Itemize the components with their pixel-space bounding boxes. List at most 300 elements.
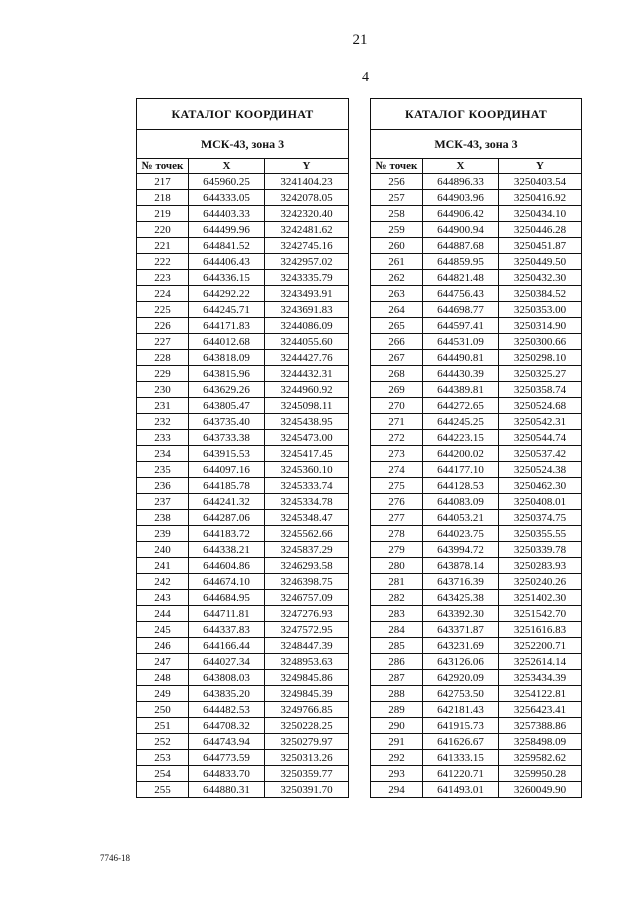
catalog-rows [137, 174, 349, 798]
x-coordinate-cell: 643735.40 [189, 414, 265, 430]
x-coordinate-cell: 644482.53 [189, 702, 265, 718]
point-number-cell: 253 [137, 750, 189, 766]
x-coordinate-cell: 644245.71 [189, 302, 265, 318]
point-number-cell: 250 [137, 702, 189, 718]
table-row [137, 254, 349, 270]
x-coordinate-cell: 644887.68 [423, 238, 499, 254]
point-number-cell: 220 [137, 222, 189, 238]
x-coordinate-cell: 644177.10 [423, 462, 499, 478]
x-coordinate-cell: 644272.65 [423, 398, 499, 414]
y-coordinate-cell: 3250446.28 [499, 222, 582, 238]
point-number-cell: 294 [371, 782, 423, 798]
document-code: 7746-18 [100, 853, 130, 863]
table-row [371, 606, 582, 622]
y-coordinate-cell: 3245360.10 [265, 462, 349, 478]
table-row [137, 190, 349, 206]
x-coordinate-cell: 643915.53 [189, 446, 265, 462]
x-coordinate-cell: 643818.09 [189, 350, 265, 366]
table-row [137, 686, 349, 702]
point-number-cell: 223 [137, 270, 189, 286]
point-number-cell: 248 [137, 670, 189, 686]
y-coordinate-cell: 3245334.78 [265, 494, 349, 510]
point-number-cell: 276 [371, 494, 423, 510]
y-coordinate-cell: 3250537.42 [499, 446, 582, 462]
point-number-cell: 282 [371, 590, 423, 606]
point-number-cell: 264 [371, 302, 423, 318]
point-number-cell: 257 [371, 190, 423, 206]
point-number-cell: 259 [371, 222, 423, 238]
y-coordinate-cell: 3242320.40 [265, 206, 349, 222]
y-coordinate-cell: 3250408.01 [499, 494, 582, 510]
point-number-cell: 284 [371, 622, 423, 638]
point-number-cell: 269 [371, 382, 423, 398]
point-number-cell: 286 [371, 654, 423, 670]
y-coordinate-cell: 3250355.55 [499, 526, 582, 542]
point-number-cell: 218 [137, 190, 189, 206]
y-coordinate-cell: 3259950.28 [499, 766, 582, 782]
x-coordinate-cell: 643994.72 [423, 542, 499, 558]
table-row [137, 318, 349, 334]
table-row [371, 494, 582, 510]
y-coordinate-cell: 3248447.39 [265, 638, 349, 654]
y-coordinate-cell: 3243493.91 [265, 286, 349, 302]
x-coordinate-cell: 644756.43 [423, 286, 499, 302]
y-coordinate-cell: 3259582.62 [499, 750, 582, 766]
table-row [371, 174, 582, 190]
y-coordinate-cell: 3244427.76 [265, 350, 349, 366]
y-coordinate-cell: 3242957.02 [265, 254, 349, 270]
point-number-cell: 221 [137, 238, 189, 254]
x-coordinate-cell: 644880.31 [189, 782, 265, 798]
point-number-cell: 241 [137, 558, 189, 574]
y-coordinate-cell: 3250403.54 [499, 174, 582, 190]
x-coordinate-cell: 644698.77 [423, 302, 499, 318]
x-coordinate-cell: 644333.05 [189, 190, 265, 206]
x-coordinate-cell: 644337.83 [189, 622, 265, 638]
y-coordinate-cell: 3250358.74 [499, 382, 582, 398]
x-coordinate-cell: 643835.20 [189, 686, 265, 702]
y-coordinate-cell: 3258498.09 [499, 734, 582, 750]
x-coordinate-cell: 644833.70 [189, 766, 265, 782]
y-coordinate-cell: 3242481.62 [265, 222, 349, 238]
catalog-zone: МСК-43, зона 3 [371, 130, 582, 159]
point-number-cell: 263 [371, 286, 423, 302]
table-row [137, 206, 349, 222]
y-coordinate-cell: 3252614.14 [499, 654, 582, 670]
point-number-cell: 225 [137, 302, 189, 318]
x-coordinate-cell: 644097.16 [189, 462, 265, 478]
y-coordinate-cell: 3257388.86 [499, 718, 582, 734]
x-coordinate-cell: 644821.48 [423, 270, 499, 286]
y-coordinate-cell: 3245417.45 [265, 446, 349, 462]
table-row [371, 542, 582, 558]
y-coordinate-cell: 3242078.05 [265, 190, 349, 206]
table-row [371, 478, 582, 494]
point-number-cell: 268 [371, 366, 423, 382]
x-coordinate-cell: 645960.25 [189, 174, 265, 190]
table-row [371, 510, 582, 526]
x-coordinate-cell: 643805.47 [189, 398, 265, 414]
y-coordinate-cell: 3251616.83 [499, 622, 582, 638]
x-coordinate-cell: 644896.33 [423, 174, 499, 190]
x-coordinate-cell: 644841.52 [189, 238, 265, 254]
catalog-zone: МСК-43, зона 3 [137, 130, 349, 159]
table-row [137, 574, 349, 590]
x-coordinate-cell: 644171.83 [189, 318, 265, 334]
y-coordinate-cell: 3249845.39 [265, 686, 349, 702]
point-number-cell: 272 [371, 430, 423, 446]
table-row [371, 206, 582, 222]
y-coordinate-cell: 3254122.81 [499, 686, 582, 702]
x-coordinate-cell: 643392.30 [423, 606, 499, 622]
y-coordinate-cell: 3244055.60 [265, 334, 349, 350]
table-row [371, 254, 582, 270]
point-number-cell: 293 [371, 766, 423, 782]
y-coordinate-cell: 3245333.74 [265, 478, 349, 494]
x-coordinate-cell: 644531.09 [423, 334, 499, 350]
x-coordinate-cell: 644597.41 [423, 318, 499, 334]
catalog-rows [371, 174, 582, 798]
y-coordinate-cell: 3247276.93 [265, 606, 349, 622]
point-number-cell: 231 [137, 398, 189, 414]
x-coordinate-cell: 643733.38 [189, 430, 265, 446]
table-row [371, 382, 582, 398]
point-number-cell: 271 [371, 414, 423, 430]
point-number-cell: 278 [371, 526, 423, 542]
y-coordinate-cell: 3250432.30 [499, 270, 582, 286]
point-number-cell: 237 [137, 494, 189, 510]
table-row [137, 446, 349, 462]
y-coordinate-cell: 3250391.70 [265, 782, 349, 798]
point-number-cell: 256 [371, 174, 423, 190]
point-number-cell: 226 [137, 318, 189, 334]
table-row [137, 174, 349, 190]
point-number-cell: 273 [371, 446, 423, 462]
y-coordinate-cell: 3248953.63 [265, 654, 349, 670]
x-coordinate-cell: 643371.87 [423, 622, 499, 638]
point-number-cell: 279 [371, 542, 423, 558]
x-coordinate-cell: 644338.21 [189, 542, 265, 558]
table-row [137, 750, 349, 766]
table-row [371, 782, 582, 798]
table-row [371, 638, 582, 654]
table-row [137, 286, 349, 302]
x-coordinate-cell: 644245.25 [423, 414, 499, 430]
table-row [137, 734, 349, 750]
x-coordinate-cell: 641626.67 [423, 734, 499, 750]
table-row [371, 366, 582, 382]
y-coordinate-cell: 3250524.68 [499, 398, 582, 414]
point-number-cell: 274 [371, 462, 423, 478]
point-number-cell: 243 [137, 590, 189, 606]
table-row [137, 494, 349, 510]
page-number: 21 [352, 32, 368, 48]
point-number-cell: 283 [371, 606, 423, 622]
table-row [371, 222, 582, 238]
point-number-cell: 292 [371, 750, 423, 766]
x-coordinate-cell: 643815.96 [189, 366, 265, 382]
point-number-cell: 289 [371, 702, 423, 718]
x-coordinate-cell: 644053.21 [423, 510, 499, 526]
table-row [371, 334, 582, 350]
x-coordinate-cell: 644684.95 [189, 590, 265, 606]
table-row [137, 606, 349, 622]
table-row [137, 366, 349, 382]
y-coordinate-cell: 3250279.97 [265, 734, 349, 750]
x-coordinate-cell: 644223.15 [423, 430, 499, 446]
table-row [137, 398, 349, 414]
y-coordinate-cell: 3244086.09 [265, 318, 349, 334]
x-coordinate-cell: 643878.14 [423, 558, 499, 574]
y-coordinate-cell: 3249766.85 [265, 702, 349, 718]
table-row [371, 430, 582, 446]
table-row [137, 718, 349, 734]
point-number-cell: 245 [137, 622, 189, 638]
table-row [137, 702, 349, 718]
y-coordinate-cell: 3250416.92 [499, 190, 582, 206]
x-coordinate-cell: 644241.32 [189, 494, 265, 510]
x-coordinate-cell: 641915.73 [423, 718, 499, 734]
x-coordinate-cell: 644292.22 [189, 286, 265, 302]
x-coordinate-cell: 644023.75 [423, 526, 499, 542]
catalog-title: КАТАЛОГ КООРДИНАТ [371, 99, 582, 130]
table-row [371, 558, 582, 574]
table-row [371, 750, 582, 766]
coordinate-catalog-table-left [136, 98, 349, 798]
x-coordinate-cell: 644406.43 [189, 254, 265, 270]
point-number-cell: 288 [371, 686, 423, 702]
point-number-cell: 240 [137, 542, 189, 558]
y-coordinate-cell: 3245473.00 [265, 430, 349, 446]
x-coordinate-cell: 644389.81 [423, 382, 499, 398]
table-row [371, 302, 582, 318]
table-row [137, 766, 349, 782]
x-coordinate-cell: 644403.33 [189, 206, 265, 222]
y-coordinate-cell: 3250314.90 [499, 318, 582, 334]
point-number-cell: 252 [137, 734, 189, 750]
point-number-cell: 233 [137, 430, 189, 446]
sheet-number: 4 [362, 70, 369, 85]
column-header-x: X [189, 159, 265, 174]
y-coordinate-cell: 3250300.66 [499, 334, 582, 350]
table-row [371, 190, 582, 206]
point-number-cell: 224 [137, 286, 189, 302]
y-coordinate-cell: 3250228.25 [265, 718, 349, 734]
table-row [137, 782, 349, 798]
point-number-cell: 270 [371, 398, 423, 414]
x-coordinate-cell: 644604.86 [189, 558, 265, 574]
table-row [371, 574, 582, 590]
table-row [137, 542, 349, 558]
y-coordinate-cell: 3250384.52 [499, 286, 582, 302]
y-coordinate-cell: 3250434.10 [499, 206, 582, 222]
table-row [371, 462, 582, 478]
table-row [371, 734, 582, 750]
x-coordinate-cell: 644083.09 [423, 494, 499, 510]
x-coordinate-cell: 642181.43 [423, 702, 499, 718]
table-row [137, 414, 349, 430]
table-row [371, 270, 582, 286]
point-number-cell: 222 [137, 254, 189, 270]
x-coordinate-cell: 643231.69 [423, 638, 499, 654]
y-coordinate-cell: 3250283.93 [499, 558, 582, 574]
catalog-title: КАТАЛОГ КООРДИНАТ [137, 99, 349, 130]
table-row [137, 622, 349, 638]
x-coordinate-cell: 641493.01 [423, 782, 499, 798]
y-coordinate-cell: 3250313.26 [265, 750, 349, 766]
y-coordinate-cell: 3253434.39 [499, 670, 582, 686]
point-number-cell: 244 [137, 606, 189, 622]
table-row [371, 238, 582, 254]
table-row [137, 430, 349, 446]
y-coordinate-cell: 3241404.23 [265, 174, 349, 190]
x-coordinate-cell: 644336.15 [189, 270, 265, 286]
y-coordinate-cell: 3260049.90 [499, 782, 582, 798]
point-number-cell: 285 [371, 638, 423, 654]
y-coordinate-cell: 3249845.86 [265, 670, 349, 686]
x-coordinate-cell: 643716.39 [423, 574, 499, 590]
y-coordinate-cell: 3250542.31 [499, 414, 582, 430]
point-number-cell: 251 [137, 718, 189, 734]
point-number-cell: 230 [137, 382, 189, 398]
point-number-cell: 261 [371, 254, 423, 270]
table-row [371, 414, 582, 430]
x-coordinate-cell: 644287.06 [189, 510, 265, 526]
coordinate-catalog-table-right [370, 98, 582, 798]
table-row [137, 590, 349, 606]
y-coordinate-cell: 3243335.79 [265, 270, 349, 286]
column-header-y: Y [499, 159, 582, 174]
y-coordinate-cell: 3250374.75 [499, 510, 582, 526]
x-coordinate-cell: 643808.03 [189, 670, 265, 686]
x-coordinate-cell: 641220.71 [423, 766, 499, 782]
table-row [371, 718, 582, 734]
table-row [371, 670, 582, 686]
point-number-cell: 219 [137, 206, 189, 222]
table-row [137, 558, 349, 574]
y-coordinate-cell: 3252200.71 [499, 638, 582, 654]
table-row [137, 654, 349, 670]
y-coordinate-cell: 3247572.95 [265, 622, 349, 638]
x-coordinate-cell: 644708.32 [189, 718, 265, 734]
point-number-cell: 290 [371, 718, 423, 734]
point-number-cell: 247 [137, 654, 189, 670]
point-number-cell: 281 [371, 574, 423, 590]
y-coordinate-cell: 3250325.27 [499, 366, 582, 382]
table-row [137, 670, 349, 686]
y-coordinate-cell: 3245438.95 [265, 414, 349, 430]
point-number-cell: 238 [137, 510, 189, 526]
column-header-point: № точек [371, 159, 423, 174]
column-header-x: X [423, 159, 499, 174]
table-row [137, 382, 349, 398]
point-number-cell: 239 [137, 526, 189, 542]
point-number-cell: 275 [371, 478, 423, 494]
x-coordinate-cell: 644711.81 [189, 606, 265, 622]
table-row [137, 222, 349, 238]
table-row [371, 622, 582, 638]
y-coordinate-cell: 3242745.16 [265, 238, 349, 254]
column-header-point: № точек [137, 159, 189, 174]
y-coordinate-cell: 3246398.75 [265, 574, 349, 590]
y-coordinate-cell: 3246293.58 [265, 558, 349, 574]
y-coordinate-cell: 3245348.47 [265, 510, 349, 526]
x-coordinate-cell: 644185.78 [189, 478, 265, 494]
y-coordinate-cell: 3245837.29 [265, 542, 349, 558]
x-coordinate-cell: 644430.39 [423, 366, 499, 382]
table-row [137, 350, 349, 366]
y-coordinate-cell: 3256423.41 [499, 702, 582, 718]
x-coordinate-cell: 644490.81 [423, 350, 499, 366]
table-row [371, 702, 582, 718]
x-coordinate-cell: 644166.44 [189, 638, 265, 654]
table-row [371, 286, 582, 302]
table-row [371, 318, 582, 334]
table-row [371, 398, 582, 414]
point-number-cell: 291 [371, 734, 423, 750]
table-row [371, 446, 582, 462]
x-coordinate-cell: 643629.26 [189, 382, 265, 398]
y-coordinate-cell: 3250339.78 [499, 542, 582, 558]
point-number-cell: 260 [371, 238, 423, 254]
y-coordinate-cell: 3246757.09 [265, 590, 349, 606]
y-coordinate-cell: 3243691.83 [265, 302, 349, 318]
table-row [137, 462, 349, 478]
table-row [137, 510, 349, 526]
point-number-cell: 217 [137, 174, 189, 190]
table-row [371, 686, 582, 702]
table-row [137, 526, 349, 542]
x-coordinate-cell: 644743.94 [189, 734, 265, 750]
y-coordinate-cell: 3250462.30 [499, 478, 582, 494]
y-coordinate-cell: 3250451.87 [499, 238, 582, 254]
table-row [137, 270, 349, 286]
y-coordinate-cell: 3251402.30 [499, 590, 582, 606]
table-row [137, 302, 349, 318]
y-coordinate-cell: 3250298.10 [499, 350, 582, 366]
point-number-cell: 232 [137, 414, 189, 430]
x-coordinate-cell: 643126.06 [423, 654, 499, 670]
y-coordinate-cell: 3250449.50 [499, 254, 582, 270]
table-row [137, 638, 349, 654]
table-row [371, 526, 582, 542]
x-coordinate-cell: 644200.02 [423, 446, 499, 462]
point-number-cell: 229 [137, 366, 189, 382]
point-number-cell: 234 [137, 446, 189, 462]
point-number-cell: 255 [137, 782, 189, 798]
x-coordinate-cell: 644674.10 [189, 574, 265, 590]
x-coordinate-cell: 644128.53 [423, 478, 499, 494]
x-coordinate-cell: 641333.15 [423, 750, 499, 766]
x-coordinate-cell: 644183.72 [189, 526, 265, 542]
x-coordinate-cell: 644012.68 [189, 334, 265, 350]
table-row [137, 478, 349, 494]
y-coordinate-cell: 3250524.38 [499, 462, 582, 478]
y-coordinate-cell: 3250353.00 [499, 302, 582, 318]
point-number-cell: 227 [137, 334, 189, 350]
x-coordinate-cell: 642920.09 [423, 670, 499, 686]
table-row [371, 590, 582, 606]
x-coordinate-cell: 644773.59 [189, 750, 265, 766]
point-number-cell: 277 [371, 510, 423, 526]
y-coordinate-cell: 3244960.92 [265, 382, 349, 398]
point-number-cell: 242 [137, 574, 189, 590]
table-row [137, 334, 349, 350]
column-header-y: Y [265, 159, 349, 174]
point-number-cell: 228 [137, 350, 189, 366]
x-coordinate-cell: 643425.38 [423, 590, 499, 606]
y-coordinate-cell: 3244432.31 [265, 366, 349, 382]
